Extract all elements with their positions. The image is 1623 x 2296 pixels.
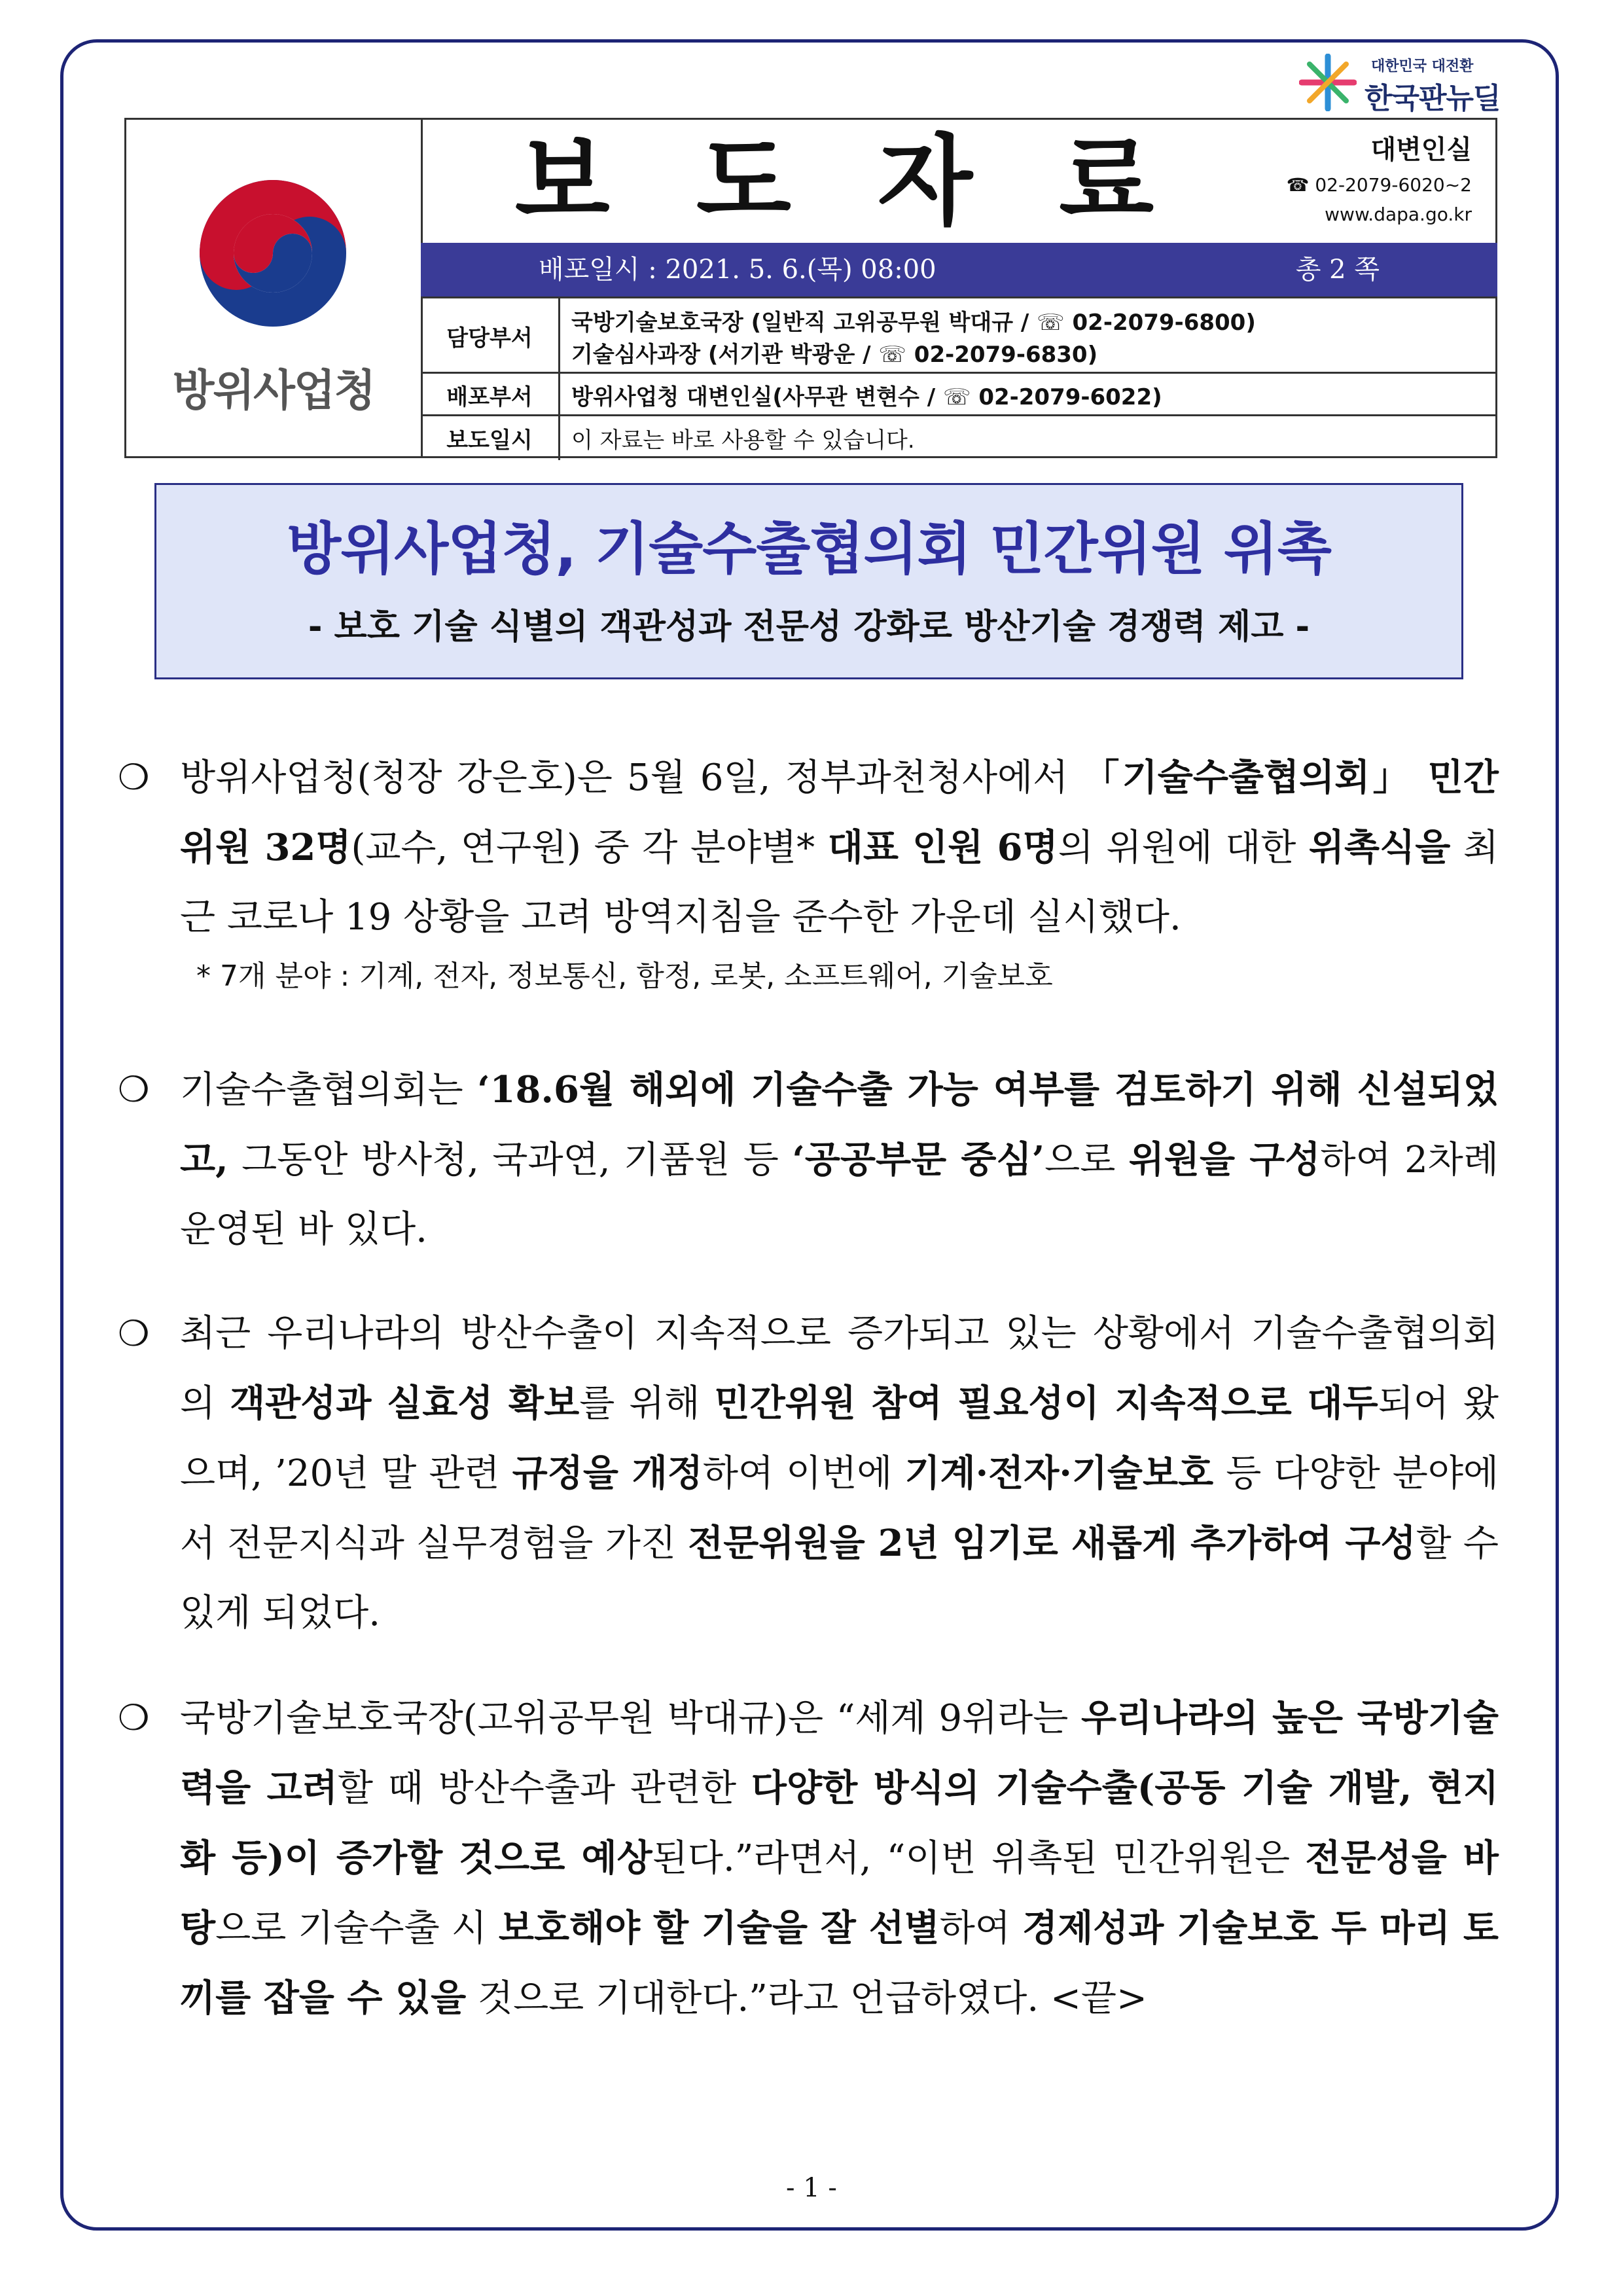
release-info-bar xyxy=(421,243,1497,296)
row-distribution xyxy=(421,372,1497,416)
paragraph-1-text xyxy=(180,743,1499,952)
bullet-icon: ❍ xyxy=(118,1069,150,1110)
text-run-bold: 「기술수출협의회」 민간위원 32명 xyxy=(180,756,1499,869)
dept-label: 담당부서 xyxy=(421,298,560,374)
page-title: 보 도 자 료 xyxy=(514,124,1181,239)
text-run-bold: 객관성과 실효성 확보 xyxy=(230,1382,580,1425)
text-run: 방위사업청(청장 강은호)은 5월 6일, 정부과천청사에서 xyxy=(180,757,1083,799)
headline-subtitle: - 보호 기술 식별의 객관성과 전문성 강화로 방산기술 경쟁력 제고 - xyxy=(308,607,1310,647)
dept-value xyxy=(571,298,1256,374)
report-value: 이 자료는 바로 사용할 수 있습니다. xyxy=(571,427,915,454)
text-run: 그동안 방사청, 국과연, 기품원 등 xyxy=(228,1139,793,1181)
text-run: 으로 기술수출 시 xyxy=(215,1907,499,1950)
paragraph-2-text xyxy=(180,1055,1499,1265)
text-run-bold: 전문성을 바탕 xyxy=(180,1837,1499,1950)
text-run: 국방기술보호국장(고위공무원 박대규)은 “세계 9위라는 xyxy=(180,1697,1082,1740)
new-deal-star-icon xyxy=(1299,54,1357,111)
row-dept xyxy=(421,296,1497,374)
text-run-bold: 대표 인원 6명 xyxy=(827,826,1058,869)
headline-box xyxy=(154,483,1463,679)
text-run-bold: ‘공공부문 중심’ xyxy=(792,1138,1045,1181)
text-run: 최근 우리나라의 방산수출이 지속적으로 증가되고 있는 상황에서 기술수출협의회의 xyxy=(180,1312,1499,1425)
text-run-bold: 보호해야 할 기술을 잘 선별 xyxy=(498,1907,940,1950)
dept-line-1: 국방기술보호국장 (일반직 고위공무원 박대규 / ☏ 02-2079-6800) xyxy=(571,309,1256,336)
text-run-bold: 위원을 구성 xyxy=(1128,1138,1321,1181)
paragraph-1 xyxy=(118,743,1499,952)
text-run-bold: 다양한 방식의 기술수출(공동 기술 개발, 현지화 등)이 증가할 것으로 예상 xyxy=(180,1767,1499,1880)
paragraph-4-text xyxy=(180,1683,1499,2034)
dept-line-2: 기술심사과장 (서기관 박광운 / ☏ 02-2079-6830) xyxy=(571,341,1098,368)
paragraph-4 xyxy=(118,1683,1499,2034)
headline-title: 방위사업청, 기술수출협의회 민간위원 위촉 xyxy=(287,516,1331,582)
footnote: * 7개 분야 : 기계, 전자, 정보통신, 함정, 로봇, 소프트웨어, 기술보호 xyxy=(196,960,1053,993)
text-run-bold: 기계·전자·기술보호 xyxy=(904,1452,1214,1495)
dist-label: 배포부서 xyxy=(421,374,560,416)
text-run: 것으로 기대한다.”라고 언급하였다. <끝> xyxy=(466,1977,1147,2020)
text-run: 의 위원에 대한 xyxy=(1058,827,1309,869)
office-name: 대변인실 xyxy=(1370,135,1472,165)
text-run: 최근 코로나 19 상황을 고려 방역지침을 준수한 가운데 실시했다. xyxy=(180,827,1499,939)
total-pages: 총 2 쪽 xyxy=(1295,255,1380,285)
dist-value: 방위사업청 대변인실(사무관 변현수 / ☏ 02-2079-6022) xyxy=(571,384,1162,410)
logo-name: 한국판뉴딜 xyxy=(1364,82,1501,115)
paragraph-2 xyxy=(118,1055,1499,1265)
text-run-bold: 위촉식을 xyxy=(1308,826,1451,869)
text-run: 기술수출협의회는 xyxy=(180,1069,478,1111)
agency-name: 방위사업청 xyxy=(172,365,375,416)
text-run: 하여 xyxy=(939,1907,1022,1950)
korean-new-deal-logo xyxy=(1299,51,1501,117)
text-run-bold: 규정을 개정 xyxy=(512,1452,703,1495)
text-run-bold: 전문위원을 2년 임기로 새롭게 추가하여 구성 xyxy=(688,1522,1416,1565)
office-phone: ☎ 02-2079-6020~2 xyxy=(1286,174,1472,196)
contact-office xyxy=(1287,129,1472,225)
text-run: (교수, 연구원) 중 각 분야별* xyxy=(351,827,828,869)
text-run: 하여 이번에 xyxy=(702,1452,905,1495)
text-run-bold: 우리나라의 높은 국방기술력을 고려 xyxy=(180,1696,1499,1810)
text-run-bold: ‘18.6월 해외에 기술수출 가능 여부를 검토하기 위해 신설되었고, xyxy=(180,1068,1499,1181)
logo-top-text: 대한민국 대전환 xyxy=(1371,58,1474,75)
bullet-icon: ❍ xyxy=(118,1313,150,1354)
report-label: 보도일시 xyxy=(421,416,560,460)
row-report-time xyxy=(421,414,1497,460)
text-run: 를 위해 xyxy=(579,1382,715,1425)
page-number: - 1 - xyxy=(786,2173,837,2203)
paragraph-3-text xyxy=(180,1299,1499,1648)
press-release-header xyxy=(124,118,1497,458)
text-run-bold: 민간위원 참여 필요성이 지속적으로 대두 xyxy=(714,1382,1378,1425)
taegeuk-emblem-icon xyxy=(194,175,351,332)
text-run: 된다.”라면서, “이번 위촉된 민간위원은 xyxy=(652,1837,1306,1880)
paragraph-3 xyxy=(118,1299,1499,1648)
text-run: 할 때 방산수출과 관련한 xyxy=(337,1767,751,1810)
office-website: www.dapa.go.kr xyxy=(1325,204,1472,225)
text-run: 으로 xyxy=(1044,1139,1129,1181)
bullet-icon: ❍ xyxy=(118,1697,150,1738)
bullet-icon: ❍ xyxy=(118,757,150,798)
text-run-bold: 경제성과 기술보호 두 마리 토끼를 잡을 수 있을 xyxy=(180,1907,1499,2020)
text-run: 등 다양한 분야에서 전문지식과 실무경험을 가진 xyxy=(180,1452,1499,1565)
text-run: 되어 왔으며, ’20년 말 관련 xyxy=(180,1382,1499,1495)
text-run: 하여 2차례 운영된 바 있다. xyxy=(180,1139,1499,1251)
release-date: 배포일시 : 2021. 5. 6.(목) 08:00 xyxy=(539,255,936,285)
text-run: 할 수 있게 되었다. xyxy=(180,1522,1499,1634)
agency-emblem-panel xyxy=(126,120,423,458)
